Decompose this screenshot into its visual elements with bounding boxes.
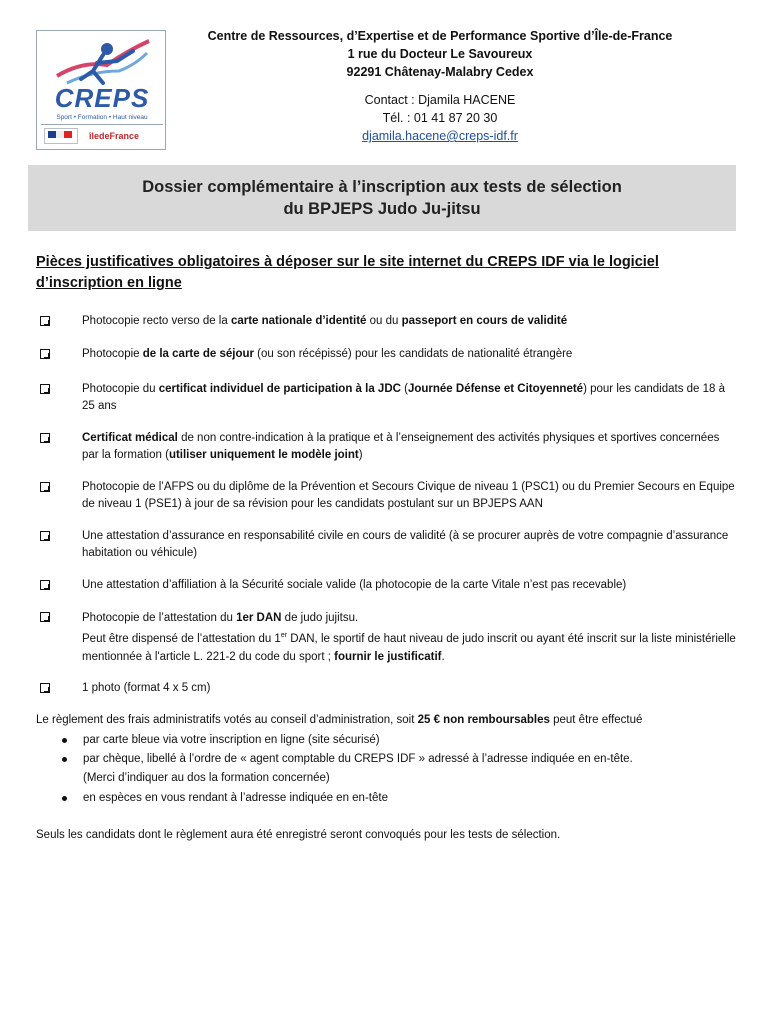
contact-phone: Tél. : 01 41 87 20 30	[382, 111, 498, 125]
checkbox-icon	[40, 349, 50, 359]
document-title	[28, 165, 736, 231]
checkbox-icon	[40, 482, 50, 492]
checkbox-icon	[40, 531, 50, 541]
creps-logo	[36, 30, 166, 150]
title-line-1: Dossier complémentaire à l’inscription aux tests de sélection	[142, 178, 622, 196]
checkbox-icon	[40, 433, 50, 443]
partner-logos	[41, 124, 163, 147]
org-name: Centre de Ressources, d’Expertise et de Performance Sportive d’Île-de-France	[207, 29, 673, 43]
checkbox-icon	[40, 580, 50, 590]
checkbox-icon	[40, 384, 50, 394]
title-line-2: du BPJEPS Judo Ju-jitsu	[283, 200, 481, 218]
document-page: CREPS Sport • Formation • Haut niveau îledeFrance Centre de Ressources, d’Expertise et de Performance Sportive d’Île-de-France 1 rue du Docteur Le Savoureux 92291 Châtenay-Malabry Cedex Contact : Djamila HACENE Tél. : 01 41 87 20 30 djamila.hacene@creps-idf.fr Dossier complémentaire à l’inscription aux tests de sélection du BPJEPS Judo Ju-jitsu Pièces justificatives obligatoires à déposer sur le site internet du CREPS IDF via le logiciel d’inscription en ligne Photocopie recto verso de la carte nationale d’identité ou du passeport en cours de validité Photocopie de la carte de séjour (ou son récépissé) pour les candidats de nationalité étrangère Photocopie du certificat individuel de participation à la JDC (Journée Défense et Citoyenneté) pour les candidats de 18 à 25 ans Certificat médical de non contre-indication à la pratique et à l’enseignement des activités physiques et sportives concernées par la formation (utiliser uniquement le modèle joint) Photocopie de l’AFPS ou du diplôme de la Prévention et Secours Civique de niveau 1 (PSC1) ou du Premier Secours en Equipe de niveau 1 (PSE1) à jour de sa révision pour les candidats postulant sur un BPJEPS AAN Une attestation d’assurance en responsabilité civile en cours de validité (à se procurer auprès de votre compagnie d’assurance habitation ou véhicule) Une attestation d’affiliation à la Sécurité sociale valide (la photocopie de la carte Vitale n’est pas recevable) Photocopie de l’attestation du 1er DAN de judo jujitsu. Peut être dispensé de l’attestation du 1er DAN, le sportif de haut niveau de judo inscrit ou ayant été inscrit sur la liste ministérielle mentionnée à l'article L. 221-2 du code du sport ; fournir le justificatif. 1 photo (format 4 x 5 cm) Le règlement des frais administratifs votés au conseil d’administration, soit 25 € non remboursables peut être effectué par carte bleue via votre inscription en ligne (site sécurisé) par chèque, libellé à l’ordre de « agent comptable du CREPS IDF » adressé à l’adresse indiquée en en-tête. (Merci d’indiquer au dos la formation concernée) en espèces en vous rendant à l’adresse indiquée en en-tête Seuls les candidats dont le règlement aura été enregistré seront convoqués pour les tests de sélection.	[0, 0, 770, 1024]
republique-francaise-icon	[44, 128, 78, 144]
ile-de-france-logo: îledeFrance	[89, 131, 140, 141]
address-line-2: 92291 Châtenay-Malabry Cedex	[346, 65, 534, 79]
bullet-icon	[62, 796, 67, 801]
logo-tagline: Sport • Formation • Haut niveau	[56, 114, 148, 121]
bullet-icon	[62, 738, 67, 743]
address-line-1: 1 rue du Docteur Le Savoureux	[347, 47, 533, 61]
closing-note: Seuls les candidats dont le règlement aura été enregistré seront convoqués pour les tests de sélection.	[36, 829, 561, 841]
header-address	[170, 27, 710, 145]
athlete-figure-icon	[37, 31, 167, 91]
checkbox-icon	[40, 612, 50, 622]
checkbox-icon	[40, 316, 50, 326]
payment-intro: Le règlement des frais administratifs votés au conseil d’administration, soit 25 € non remboursables peut être effectué	[36, 714, 643, 726]
bullet-icon	[62, 757, 67, 762]
contact-email-link[interactable]: djamila.hacene@creps-idf.fr	[362, 129, 518, 143]
logo-wordmark: CREPS	[54, 83, 150, 113]
section-heading: Pièces justificatives obligatoires à déposer sur le site internet du CREPS IDF via le logiciel d’inscription en ligne	[36, 254, 659, 291]
contact-name: Contact : Djamila HACENE	[364, 93, 516, 107]
checkbox-icon	[40, 683, 50, 693]
